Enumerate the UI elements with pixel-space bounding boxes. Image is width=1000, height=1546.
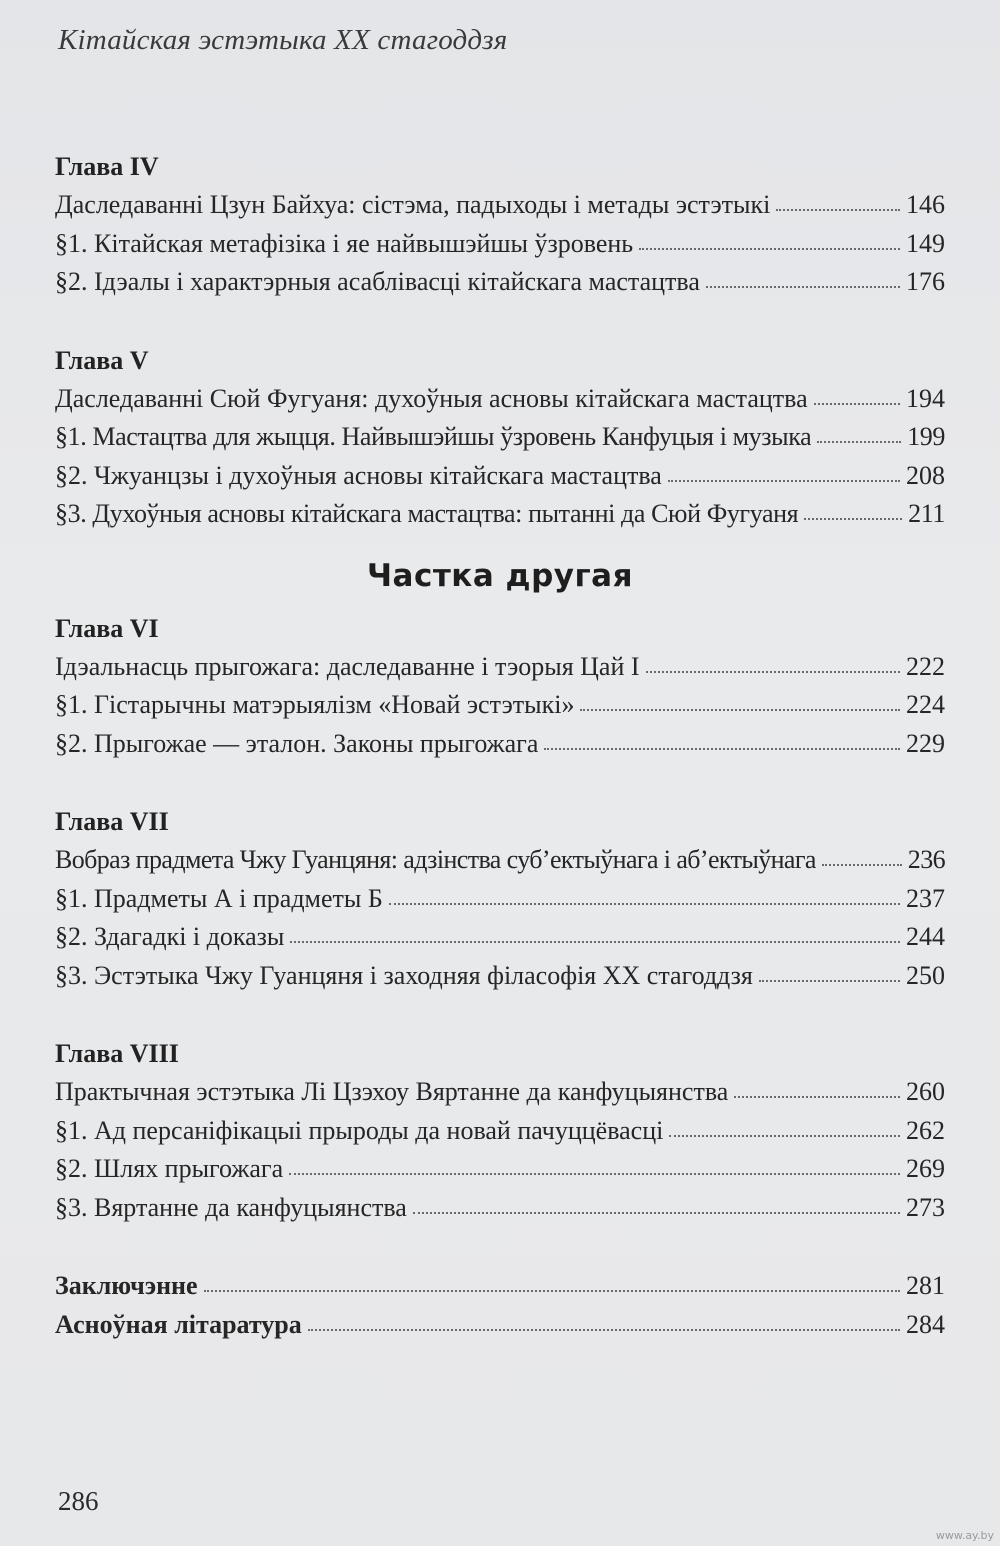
entry-page: 236 (907, 845, 945, 874)
toc-entry (55, 1112, 945, 1151)
dot-leader (580, 709, 900, 711)
toc-entry (55, 1189, 945, 1228)
entry-label: Ідэальнасць прыгожага: даследаванне і тэорыя Цай І (55, 651, 640, 681)
dot-leader (290, 941, 900, 943)
chapter-vi (55, 610, 945, 764)
entry-page: 260 (906, 1077, 945, 1106)
entry-label: §3. Эстэтыка Чжу Гуанцяня і заходняя філасофія ХХ стагоддзя (55, 960, 753, 990)
dot-leader (668, 480, 900, 482)
entry-page: 211 (908, 499, 945, 528)
dot-leader (289, 1173, 900, 1175)
dot-leader (204, 1290, 900, 1292)
dot-leader (776, 209, 900, 211)
chapter-title: Глава VI (55, 613, 159, 643)
running-head: Кітайская эстэтыка ХХ стагоддзя (58, 24, 508, 56)
entry-page: 273 (906, 1192, 945, 1222)
entry-page: 262 (906, 1115, 945, 1145)
toc-entry (55, 457, 945, 496)
toc-entry-conclusion (55, 1267, 945, 1306)
toc-entry (55, 225, 945, 264)
entry-label: §1. Гістарычны матэрыялізм «Новай эстэтыкі» (55, 690, 575, 719)
entry-page: 149 (906, 228, 945, 258)
part-title: Частка другая (366, 557, 634, 594)
chapter-iv (55, 148, 945, 302)
chapter-title: Глава V (55, 345, 149, 375)
toc-entry (55, 841, 945, 880)
entry-page: 281 (906, 1271, 945, 1300)
dot-leader (669, 1135, 900, 1137)
entry-label: §1. Ад персаніфікацыі прыроды да новай пачуццёвасці (55, 1115, 664, 1145)
entry-label: Практычная эстэтыка Лі Цзэхоу Вяртанне да канфуцыянства (55, 1077, 729, 1106)
dot-leader (308, 1329, 900, 1331)
dot-leader (814, 403, 900, 405)
dot-leader (804, 518, 902, 520)
entry-label: Заключэнне (55, 1271, 198, 1300)
table-of-contents (55, 148, 945, 1344)
spacer (55, 995, 945, 1035)
entry-label: Даследаванні Цзун Байхуа: сістэма, падыходы і метады эстэтыкі (55, 190, 771, 219)
toc-entry (55, 648, 945, 687)
dot-leader (734, 1096, 900, 1098)
toc-entry (55, 725, 945, 764)
dot-leader (759, 980, 900, 982)
dot-leader (389, 903, 900, 905)
toc-entry (55, 263, 945, 302)
entry-page: 199 (907, 422, 945, 451)
toc-entry (55, 418, 945, 457)
entry-page: 229 (906, 728, 945, 758)
entry-label: Даследаванні Сюй Фугуаня: духоўныя асновы кітайскага мастацтва (55, 383, 808, 413)
dot-leader (544, 748, 900, 750)
entry-page: 222 (906, 651, 945, 681)
entry-label: §1. Прадметы А і прадметы Б (55, 883, 383, 913)
chapter-v (55, 342, 945, 534)
dot-leader (706, 286, 900, 288)
toc-entry (55, 880, 945, 919)
dot-leader (817, 441, 901, 443)
toc-entry-bibliography (55, 1306, 945, 1345)
toc-entry (55, 686, 945, 725)
entry-label: §3. Духоўныя асновы кітайскага мастацтва: пытанні да Сюй Фугуаня (55, 499, 799, 528)
entry-label: Вобраз прадмета Чжу Гуанцяня: адзінства суб’ектыўнага і аб’ектыўнага (55, 845, 816, 874)
entry-page: 284 (906, 1309, 945, 1339)
chapter-viii (55, 1035, 945, 1227)
chapter-title: Глава VII (55, 807, 169, 836)
entry-label: §2. Ідэалы і характэрныя асаблівасці кітайскага мастацтва (55, 267, 700, 296)
entry-page: 250 (906, 960, 945, 990)
toc-entry (55, 918, 945, 957)
dot-leader (822, 864, 902, 866)
chapter-vii (55, 803, 945, 995)
toc-entry (55, 1073, 945, 1112)
chapter-title: Глава VIII (55, 1039, 179, 1068)
entry-page: 224 (906, 690, 945, 719)
entry-page: 269 (906, 1154, 945, 1183)
entry-label: §2. Шлях прыгожага (55, 1154, 284, 1183)
entry-label: Асноўная літаратура (55, 1309, 302, 1339)
spacer (55, 763, 945, 803)
toc-entry (55, 186, 945, 225)
entry-label: §2. Прыгожае — эталон. Законы прыгожага (55, 728, 539, 758)
page-number: 286 (58, 1486, 99, 1516)
entry-label: §1. Мастацтва для жыцця. Найвышэйшы ўзровень Канфуцыя і музыка (55, 422, 812, 451)
toc-entry (55, 1150, 945, 1189)
entry-page: 244 (906, 922, 945, 951)
entry-page: 194 (906, 383, 945, 413)
entry-label: §2. Чжуанцзы і духоўныя асновы кітайскага мастацтва (55, 460, 662, 490)
entry-label: §1. Кітайская метафізіка і яе найвышэйшы ўзровень (55, 228, 634, 258)
chapter-title: Глава IV (55, 152, 159, 181)
spacer (55, 302, 945, 342)
entry-label: §3. Вяртанне да канфуцыянства (55, 1192, 407, 1222)
dot-leader (413, 1212, 900, 1214)
spacer (55, 1227, 945, 1267)
entry-page: 176 (906, 267, 945, 296)
toc-entry (55, 380, 945, 419)
toc-entry (55, 957, 945, 996)
watermark: www.ay.by (935, 1529, 994, 1542)
entry-page: 237 (906, 883, 945, 913)
entry-label: §2. Здагадкі і доказы (55, 922, 285, 951)
entry-page: 208 (906, 460, 945, 490)
toc-entry (55, 495, 945, 534)
dot-leader (639, 248, 900, 250)
entry-page: 146 (906, 190, 945, 219)
dot-leader (646, 671, 900, 673)
